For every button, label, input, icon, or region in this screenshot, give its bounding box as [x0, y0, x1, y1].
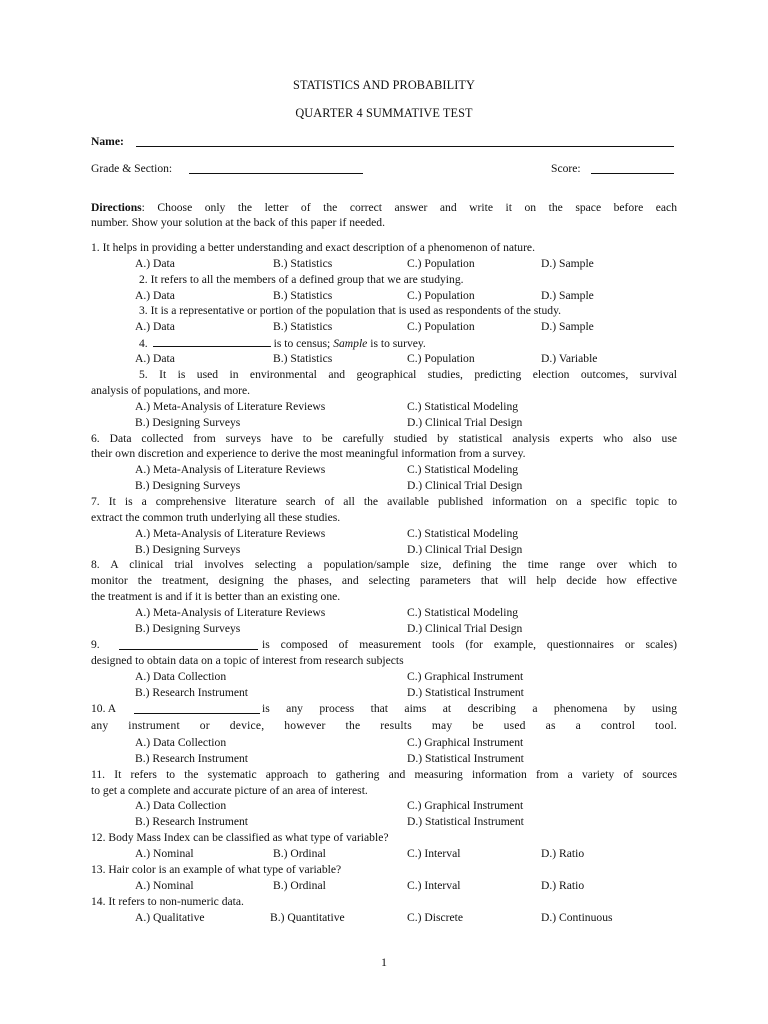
name-label: Name: — [91, 135, 124, 148]
q10-option-a: A.) Data Collection — [135, 736, 227, 749]
page-number: 1 — [381, 955, 387, 969]
question-11-stem-line-2: to get a complete and accurate picture of an area of interest. — [91, 784, 368, 797]
q4-option-c: C.) Population — [407, 352, 475, 365]
question-10-number: 10. A — [91, 702, 117, 715]
q12-option-c: C.) Interval — [407, 847, 461, 860]
q12-option-d: D.) Ratio — [541, 847, 585, 860]
question-9-stem-line-2: designed to obtain data on a topic of interest from research subjects — [91, 654, 404, 667]
q14-option-b: B.) Quantitative — [270, 911, 345, 924]
directions-line-1: Directions: Choose only the letter of the correct answer and write it on the space before each — [91, 201, 677, 214]
q5-option-d: D.) Clinical Trial Design — [407, 416, 523, 429]
q11-option-d: D.) Statistical Instrument — [407, 815, 524, 828]
q7-option-b: B.) Designing Surveys — [135, 543, 241, 556]
question-8-stem-line-1: 8. A clinical trial involves selecting a population/sample size, defining the time range over which to — [91, 558, 677, 571]
q1-option-c: C.) Population — [407, 257, 475, 270]
q13-option-c: C.) Interval — [407, 879, 461, 892]
q1-option-a: A.) Data — [135, 257, 175, 270]
q10-option-c: C.) Graphical Instrument — [407, 736, 524, 749]
q5-option-c: C.) Statistical Modeling — [407, 400, 519, 413]
q12-option-b: B.) Ordinal — [273, 847, 326, 860]
question-11-stem-line-1: 11. It refers to the systematic approach to gathering and measuring information from a variety of sources — [91, 768, 677, 781]
q9-blank[interactable] — [119, 638, 258, 650]
question-5-stem-line-1: 5. It is used in environmental and geographical studies, predicting election outcomes, survival — [139, 368, 677, 381]
q9-option-c: C.) Graphical Instrument — [407, 670, 524, 683]
q11-option-a: A.) Data Collection — [135, 799, 227, 812]
q6-option-c: C.) Statistical Modeling — [407, 463, 519, 476]
grade-section-blank[interactable] — [189, 162, 363, 174]
q8-option-a: A.) Meta-Analysis of Literature Reviews — [135, 606, 326, 619]
q10-option-d: D.) Statistical Instrument — [407, 752, 524, 765]
q14-option-c: C.) Discrete — [407, 911, 464, 924]
q9-option-d: D.) Statistical Instrument — [407, 686, 524, 699]
page-subtitle: QUARTER 4 SUMMATIVE TEST — [295, 106, 473, 120]
question-8-stem-line-3: the treatment is and if it is better than an existing one. — [91, 590, 341, 603]
q6-option-a: A.) Meta-Analysis of Literature Reviews — [135, 463, 326, 476]
q4-option-a: A.) Data — [135, 352, 175, 365]
question-6-stem-line-2: their own discretion and experience to derive the most meaningful information from a survey. — [91, 447, 526, 460]
q6-option-b: B.) Designing Surveys — [135, 479, 241, 492]
q9-option-b: B.) Research Instrument — [135, 686, 249, 699]
name-blank[interactable] — [136, 135, 674, 147]
q13-option-d: D.) Ratio — [541, 879, 585, 892]
q7-option-d: D.) Clinical Trial Design — [407, 543, 523, 556]
score-blank[interactable] — [591, 162, 674, 174]
q4-option-b: B.) Statistics — [273, 352, 333, 365]
question-14-stem: 14. It refers to non-numeric data. — [91, 895, 244, 908]
question-3-stem: 3. It is a representative or portion of the population that is used as respondents of the study. — [139, 304, 562, 317]
directions-label: Directions — [91, 201, 142, 214]
q5-option-b: B.) Designing Surveys — [135, 416, 241, 429]
question-12-stem: 12. Body Mass Index can be classified as what type of variable? — [91, 831, 389, 844]
question-9-number: 9. — [91, 638, 100, 651]
q4-blank[interactable] — [153, 335, 271, 347]
q5-option-a: A.) Meta-Analysis of Literature Reviews — [135, 400, 326, 413]
q2-option-b: B.) Statistics — [273, 289, 333, 302]
directions-line-2: number. Show your solution at the back of this paper if needed. — [91, 216, 385, 229]
question-13-stem: 13. Hair color is an example of what type of variable? — [91, 863, 342, 876]
question-10-stem-line-2: any instrument or device, however the results may be used as a control tool. — [91, 719, 677, 732]
q2-option-a: A.) Data — [135, 289, 175, 302]
q6-option-d: D.) Clinical Trial Design — [407, 479, 523, 492]
q2-option-c: C.) Population — [407, 289, 475, 302]
q10-option-b: B.) Research Instrument — [135, 752, 249, 765]
q14-option-d: D.) Continuous — [541, 911, 613, 924]
q1-option-b: B.) Statistics — [273, 257, 333, 270]
grade-section-label: Grade & Section: — [91, 162, 173, 175]
q4-option-d: D.) Variable — [541, 352, 598, 365]
question-7-stem-line-2: extract the common truth underlying all these studies. — [91, 511, 341, 524]
q14-option-a: A.) Qualitative — [135, 911, 205, 924]
question-9-stem-line-1: is composed of measurement tools (for example, questionnaires or scales) — [262, 638, 677, 651]
q11-option-b: B.) Research Instrument — [135, 815, 249, 828]
question-5-stem-line-2: analysis of populations, and more. — [91, 384, 251, 397]
q13-option-a: A.) Nominal — [135, 879, 194, 892]
question-7-stem-line-1: 7. It is a comprehensive literature search of all the available published information on a specific topic to — [91, 495, 677, 508]
q12-option-a: A.) Nominal — [135, 847, 194, 860]
q8-option-b: B.) Designing Surveys — [135, 622, 241, 635]
score-label: Score: — [551, 162, 581, 175]
q3-option-d: D.) Sample — [541, 320, 594, 333]
question-10-stem-line-1: is any process that aims at describing a phenomena by using — [262, 702, 677, 715]
q10-blank[interactable] — [134, 702, 260, 714]
question-4-stem: 4. is to census; Sample is to survey. — [139, 337, 426, 350]
name-field-row — [91, 134, 124, 150]
q3-option-a: A.) Data — [135, 320, 175, 333]
q1-option-d: D.) Sample — [541, 257, 594, 270]
q8-option-c: C.) Statistical Modeling — [407, 606, 519, 619]
q11-option-c: C.) Graphical Instrument — [407, 799, 524, 812]
q9-option-a: A.) Data Collection — [135, 670, 227, 683]
question-8-stem-line-2: monitor the treatment, designing the phases, and selecting parameters that will help decide how effective — [91, 574, 677, 587]
q2-option-d: D.) Sample — [541, 289, 594, 302]
q7-option-c: C.) Statistical Modeling — [407, 527, 519, 540]
question-6-stem-line-1: 6. Data collected from surveys have to be carefully studied by statistical analysis experts who also use — [91, 432, 677, 445]
q13-option-b: B.) Ordinal — [273, 879, 326, 892]
question-2-stem: 2. It refers to all the members of a defined group that we are studying. — [139, 273, 464, 286]
q7-option-a: A.) Meta-Analysis of Literature Reviews — [135, 527, 326, 540]
q3-option-c: C.) Population — [407, 320, 475, 333]
page-title: STATISTICS AND PROBABILITY — [293, 78, 475, 92]
question-1-stem: 1. It helps in providing a better understanding and exact description of a phenomenon of nature. — [91, 241, 535, 254]
q3-option-b: B.) Statistics — [273, 320, 333, 333]
q8-option-d: D.) Clinical Trial Design — [407, 622, 523, 635]
